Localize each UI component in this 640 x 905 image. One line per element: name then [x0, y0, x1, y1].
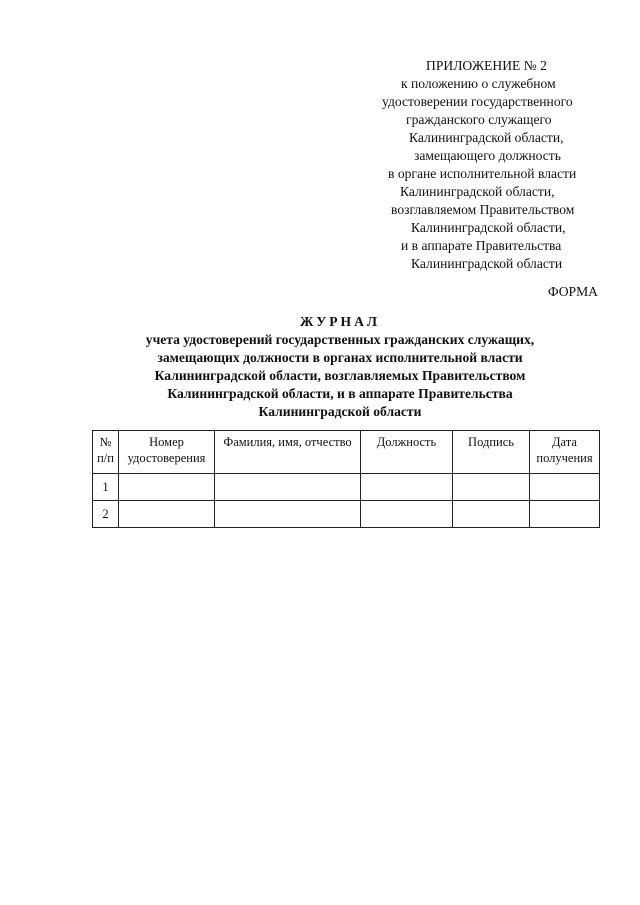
appendix-line: Калининградской области,: [409, 130, 564, 145]
header-text: Должность: [376, 435, 437, 449]
table-header-row: [93, 431, 600, 474]
header-cell-number: [93, 431, 119, 474]
appendix-line: в органе исполнительной власти: [388, 166, 577, 181]
table-cell: [453, 474, 530, 501]
appendix-block: [372, 57, 622, 273]
appendix-line: ПРИЛОЖЕНИЕ № 2: [426, 58, 547, 73]
appendix-line: Калининградской области,: [400, 184, 555, 199]
row-number-cell: 2: [93, 501, 119, 528]
header-cell-full-name: [215, 431, 361, 474]
header-text: получения: [536, 451, 593, 465]
table-cell: [530, 474, 600, 501]
table-row: [93, 474, 600, 501]
header-text: удостоверения: [127, 451, 206, 465]
title-main: ЖУРНАЛ: [299, 314, 381, 329]
title-line: учета удостоверений государственных гражданских служащих,: [145, 332, 535, 347]
appendix-line: Калининградской области,: [411, 220, 566, 235]
table-cell: [361, 501, 453, 528]
appendix-line: замещающего должность: [414, 148, 561, 163]
table-cell: [530, 501, 600, 528]
appendix-line: Калининградской области: [411, 256, 563, 271]
appendix-line: гражданского служащего: [406, 112, 552, 127]
table-cell: [215, 474, 361, 501]
appendix-line: и в аппарате Правительства: [401, 238, 562, 253]
header-text: Подпись: [468, 435, 514, 449]
table-row: [93, 501, 600, 528]
table-cell: [361, 474, 453, 501]
title-line: замещающих должности в органах исполнительной власти: [157, 350, 523, 365]
table-cell: [119, 474, 215, 501]
header-text: Номер: [149, 435, 184, 449]
table-cell: [215, 501, 361, 528]
header-cell-date-received: [530, 431, 600, 474]
title-line: Калининградской области, возглавляемых Правительством: [154, 368, 526, 383]
appendix-line: к положению о служебном: [401, 76, 556, 91]
table-cell: [119, 501, 215, 528]
document-title: [60, 313, 620, 421]
appendix-line: возглавляемом Правительством: [391, 202, 575, 217]
header-text: Дата: [552, 435, 577, 449]
row-number-cell: 1: [93, 474, 119, 501]
header-cell-certificate-number: [119, 431, 215, 474]
title-line: Калининградской области: [258, 404, 422, 419]
header-text: №: [99, 435, 112, 449]
header-text: п/п: [97, 451, 114, 465]
journal-table: [92, 430, 600, 528]
form-label: ФОРМА: [547, 284, 598, 299]
header-cell-position: [361, 431, 453, 474]
table-cell: [453, 501, 530, 528]
appendix-line: удостоверении государственного: [382, 94, 573, 109]
header-text: Фамилия, имя, отчество: [223, 435, 352, 449]
header-cell-signature: [453, 431, 530, 474]
title-line: Калининградской области, и в аппарате Правительства: [167, 386, 513, 401]
